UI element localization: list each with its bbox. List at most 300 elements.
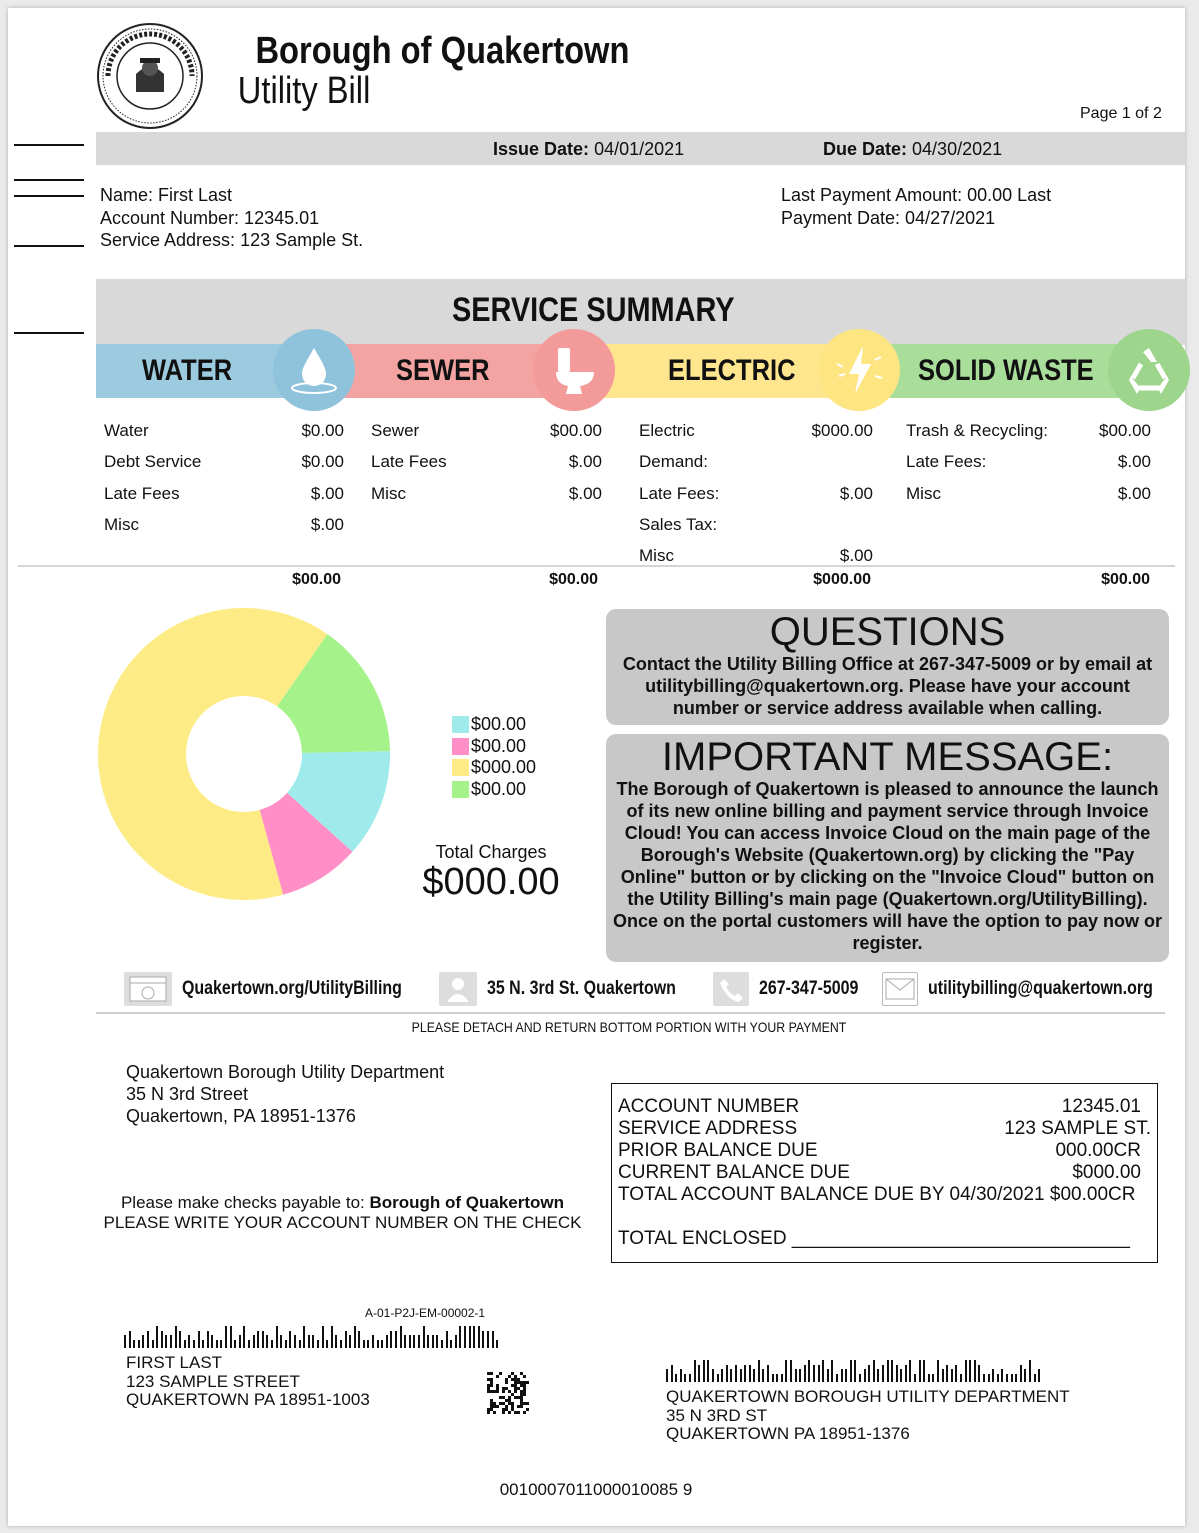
barcode-bar [271, 1340, 273, 1348]
qr-module [502, 1390, 505, 1393]
barcode-bar [909, 1360, 911, 1382]
qr-module [520, 1399, 523, 1402]
barcode-bar [165, 1335, 167, 1348]
barcode-bar [487, 1331, 489, 1348]
barcode-bar [859, 1374, 861, 1382]
qr-module [523, 1411, 526, 1414]
barcode-bar [248, 1340, 250, 1348]
stub-account-number: 12345.01 [1061, 1096, 1141, 1117]
barcode-bar [257, 1331, 259, 1348]
barcode-bar [211, 1335, 213, 1348]
qr-module [487, 1408, 490, 1411]
barcode-bar [303, 1326, 305, 1348]
line-item-value: $.00 [1117, 452, 1151, 471]
line-item-value: $00.00 [550, 421, 602, 440]
barcode-bar [198, 1331, 200, 1348]
phone-number[interactable]: 267-347-5009 [759, 978, 859, 999]
qr-module [499, 1372, 502, 1375]
barcode-bar [418, 1335, 420, 1348]
qr-module [508, 1390, 511, 1393]
barcode-bar [795, 1369, 797, 1382]
barcode-bar [294, 1335, 296, 1348]
legend-item: $00.00 [452, 714, 526, 735]
qr-module [508, 1402, 511, 1405]
qr-module [508, 1396, 511, 1399]
stub-service-address: 123 SAMPLE ST. [1004, 1118, 1151, 1139]
barcode-bar [363, 1340, 365, 1348]
barcode-bar [721, 1369, 723, 1382]
legend-swatch [452, 738, 469, 755]
stub-total-due: TOTAL ACCOUNT BALANCE DUE BY 04/30/2021 $00.00CR [618, 1184, 1136, 1205]
barcode-bar [831, 1360, 833, 1382]
qr-module [490, 1381, 493, 1384]
barcode-bar [280, 1335, 282, 1348]
qr-module [505, 1408, 508, 1411]
line-item-label: Sales Tax: [639, 515, 718, 534]
qr-module [505, 1381, 508, 1384]
qr-module [496, 1384, 499, 1387]
line-item-label: Late Fees [371, 452, 447, 471]
barcode-bar [818, 1365, 820, 1382]
customer-info [100, 184, 363, 252]
line-item-label: Misc [104, 515, 139, 534]
barcode-bar [147, 1331, 149, 1348]
qr-module [520, 1390, 523, 1393]
barcode-bar [992, 1369, 994, 1382]
barcode-bar [492, 1331, 494, 1348]
barcode-bar [390, 1331, 392, 1348]
qr-module [487, 1411, 490, 1414]
barcode-bar [854, 1360, 856, 1382]
qr-module [511, 1393, 514, 1396]
barcode-bar [675, 1374, 677, 1382]
barcode-bar [804, 1365, 806, 1382]
barcode-bar [767, 1365, 769, 1382]
qr-module [490, 1390, 493, 1393]
barcode-bar [864, 1369, 866, 1382]
line-item-label: Electric [639, 421, 695, 440]
barcode-bar [799, 1369, 801, 1382]
contact-phone[interactable] [713, 972, 877, 1006]
qr-module [493, 1402, 496, 1405]
qr-module [517, 1396, 520, 1399]
barcode-bar [836, 1374, 838, 1382]
qr-module [502, 1402, 505, 1405]
barcode-bar [404, 1335, 406, 1348]
barcode-bar [1015, 1374, 1017, 1382]
barcode-bar [152, 1340, 154, 1348]
qr-module [508, 1399, 511, 1402]
barcode-bar [1006, 1374, 1008, 1382]
barcode-bar [469, 1326, 471, 1348]
questions-box [606, 609, 1169, 725]
barcode-bar [712, 1369, 714, 1382]
barcode-bar [671, 1365, 673, 1382]
margin-tick [14, 332, 84, 334]
detach-note: PLEASE DETACH AND RETURN BOTTOM PORTION WITH YOUR PAYMENT [411, 1019, 847, 1035]
barcode-bar [459, 1326, 461, 1348]
qr-module [493, 1411, 496, 1414]
barcode-bar [473, 1326, 475, 1348]
total-charges-label: Total Charges [435, 842, 547, 862]
barcode-bar [877, 1369, 879, 1382]
margin-tick [14, 179, 84, 181]
barcode-bar [299, 1340, 301, 1348]
barcode-bar [698, 1365, 700, 1382]
barcode-bar [326, 1340, 328, 1348]
qr-module [526, 1381, 529, 1384]
barcode-bar [427, 1335, 429, 1348]
barcode-bar [905, 1365, 907, 1382]
barcode-bar [179, 1331, 181, 1348]
barcode-bar [960, 1374, 962, 1382]
barcode-bar [887, 1360, 889, 1382]
barcode-bar [413, 1335, 415, 1348]
line-item-label: Late Fees: [639, 484, 720, 503]
borough-seal-logo [96, 22, 204, 130]
barcode-bar [358, 1331, 360, 1348]
phone-icon [713, 972, 749, 1006]
barcode-bar [436, 1335, 438, 1348]
barcode-bar [790, 1360, 792, 1382]
mail-sort-code: A-01-P2J-EM-00002-1 [365, 1306, 486, 1320]
barcode-bar [978, 1365, 980, 1382]
qr-module [505, 1387, 508, 1390]
barcode-bar [1001, 1369, 1003, 1382]
barcode-bar [932, 1374, 934, 1382]
email-link[interactable]: utilitybilling@quakertown.org [928, 978, 1153, 999]
org-title: Borough of Quakertown [255, 30, 630, 72]
line-item-value: $0.00 [301, 421, 344, 440]
line-item-label: Sewer [371, 421, 420, 440]
issue-date: Issue Date: 04/01/2021 [493, 139, 685, 159]
contact-website[interactable] [124, 972, 444, 1006]
barcode-bar [703, 1360, 705, 1382]
line-item-value: $.00 [310, 515, 344, 534]
barcode-bar [1038, 1369, 1040, 1382]
barcode-bar [372, 1335, 374, 1348]
qr-module [505, 1399, 508, 1402]
barcode-bar [896, 1365, 898, 1382]
barcode-bar [322, 1326, 324, 1348]
barcode-bar [822, 1360, 824, 1382]
important-message-title: IMPORTANT MESSAGE: [661, 735, 1114, 779]
barcode-bar [776, 1374, 778, 1382]
water-drop-icon [273, 329, 355, 411]
barcode-bar [308, 1335, 310, 1348]
qr-module [502, 1387, 505, 1390]
qr-module [508, 1411, 511, 1414]
qr-module [526, 1402, 529, 1405]
barcode-bar [923, 1360, 925, 1382]
date-bar [96, 132, 1185, 165]
qr-module [493, 1390, 496, 1393]
barcode-bar [193, 1340, 195, 1348]
return-postal-barcode [666, 1360, 1043, 1382]
water-label: WATER [142, 354, 233, 387]
line-item-value: $.00 [568, 452, 602, 471]
barcode-bar [749, 1365, 751, 1382]
qr-module [487, 1384, 490, 1387]
barcode-bar [1034, 1374, 1036, 1382]
barcode-bar [335, 1335, 337, 1348]
barcode-bar [441, 1340, 443, 1348]
barcode-bar [680, 1369, 682, 1382]
qr-module [490, 1402, 493, 1405]
barcode-bar [276, 1326, 278, 1348]
legend-swatch [452, 716, 469, 733]
qr-module [517, 1381, 520, 1384]
line-item-label: Misc [371, 484, 406, 503]
qr-module [511, 1402, 514, 1405]
barcode-bar [781, 1374, 783, 1382]
barcode-bar [730, 1369, 732, 1382]
legend-item: $00.00 [452, 736, 526, 757]
questions-title: QUESTIONS [769, 610, 1006, 654]
barcode-bar [464, 1326, 466, 1348]
legend-item: $000.00 [452, 757, 536, 778]
barcode-bar [175, 1326, 177, 1348]
barcode-bar [758, 1360, 760, 1382]
last-payment-amount: Last Payment Amount: 00.00 Last [781, 185, 1052, 205]
qr-module [511, 1384, 514, 1387]
remit-address: Quakertown Borough Utility Department 35 N 3rd Street Quakertown, PA 18951-1376 [126, 1062, 445, 1126]
website-link[interactable]: Quakertown.org/UtilityBilling [182, 978, 402, 999]
barcode-bar [170, 1335, 172, 1348]
qr-module [505, 1378, 508, 1381]
barcode-bar [762, 1369, 764, 1382]
barcode-bar [735, 1365, 737, 1382]
line-item-label: Demand: [639, 452, 708, 471]
qr-module [514, 1411, 517, 1414]
barcode-bar [377, 1340, 379, 1348]
qr-module [508, 1375, 511, 1378]
water-total: $00.00 [292, 571, 341, 588]
legend-item: $00.00 [452, 779, 526, 800]
important-message-box [606, 734, 1169, 962]
barcode-bar [997, 1374, 999, 1382]
barcode-bar [216, 1340, 218, 1348]
barcode-bar [707, 1360, 709, 1382]
barcode-bar [234, 1340, 236, 1348]
recycle-icon [1108, 329, 1190, 411]
barcode-bar [349, 1335, 351, 1348]
contact-address [439, 972, 712, 1006]
payment-stub-box: ACCOUNT NUMBER 12345.01 SERVICE ADDRESS 123 SAMPLE ST. PRIOR BALANCE DUE 000.00CR CURRENT BALANCE DUE $000.00 TOTAL ACCOUNT BALANCE DUE BY 04/30/2021 $00.00CR TOTAL ENCLOSED ________________________________ [611, 1083, 1158, 1263]
barcode-bar [124, 1335, 126, 1348]
line-item-value: $.00 [310, 484, 344, 503]
barcode-bar [478, 1326, 480, 1348]
barcode-bar [868, 1365, 870, 1382]
barcode-bar [386, 1335, 388, 1348]
qr-module [514, 1387, 517, 1390]
barcode-bar [395, 1331, 397, 1348]
line-item-value: $.00 [839, 484, 873, 503]
barcode-bar [156, 1326, 158, 1348]
qr-module [496, 1375, 499, 1378]
qr-code-icon [487, 1372, 529, 1414]
barcode-bar [317, 1340, 319, 1348]
last-payment-info [781, 184, 1051, 229]
summary-divider [18, 565, 1175, 567]
barcode-bar [289, 1331, 291, 1348]
qr-module [526, 1408, 529, 1411]
barcode-bar [955, 1365, 957, 1382]
barcode-bar [266, 1335, 268, 1348]
barcode-bar [974, 1360, 976, 1382]
barcode-bar [446, 1331, 448, 1348]
barcode-bar [753, 1369, 755, 1382]
water-category-band [96, 344, 296, 398]
qr-module [523, 1387, 526, 1390]
barcode-bar [220, 1340, 222, 1348]
qr-module [502, 1396, 505, 1399]
qr-module [499, 1402, 502, 1405]
barcode-bar [340, 1340, 342, 1348]
due-date: Due Date: 04/30/2021 [823, 139, 1003, 159]
margin-tick [14, 144, 84, 146]
line-item-label: Debt Service [104, 452, 202, 471]
line-item-value: $0.00 [301, 452, 344, 471]
barcode-bar [785, 1360, 787, 1382]
qr-module [511, 1408, 514, 1411]
qr-module [490, 1372, 493, 1375]
qr-module [514, 1396, 517, 1399]
qr-module [523, 1402, 526, 1405]
utility-bill-page [8, 8, 1185, 1526]
recipient-address: FIRST LAST 123 SAMPLE STREET QUAKERTOWN PA 18951-1003 [126, 1353, 370, 1409]
qr-module [523, 1384, 526, 1387]
person-icon [439, 972, 477, 1006]
barcode-bar [285, 1340, 287, 1348]
barcode-bar [331, 1326, 333, 1348]
electric-total: $000.00 [813, 571, 871, 588]
electric-label: ELECTRIC [668, 354, 796, 387]
office-address: 35 N. 3rd St. Quakertown [487, 978, 676, 999]
questions-body: Contact the Utility Billing Office at 267-347-5009 or by email at utilitybilling@quakertown.org. Please have your account number or service address available when calling. [622, 654, 1153, 718]
barcode-bar [133, 1340, 135, 1348]
qr-module [496, 1387, 499, 1390]
barcode-bar [1024, 1369, 1026, 1382]
line-item-value: $.00 [568, 484, 602, 503]
barcode-bar [207, 1331, 209, 1348]
barcode-bar [891, 1360, 893, 1382]
barcode-bar [914, 1374, 916, 1382]
barcode-bar [482, 1331, 484, 1348]
charges-donut-chart [96, 606, 392, 902]
stub-prior-balance: 000.00CR [1055, 1140, 1141, 1161]
barcode-bar [928, 1374, 930, 1382]
barcode-bar [455, 1335, 457, 1348]
barcode-bar [813, 1365, 815, 1382]
qr-module [517, 1378, 520, 1381]
barcode-bar [432, 1335, 434, 1348]
ocr-scanline: 0010007011000010085 9 [499, 1480, 693, 1499]
line-item-label: Misc [906, 484, 941, 503]
barcode-bar [808, 1360, 810, 1382]
qr-module [490, 1405, 493, 1408]
qr-module [517, 1405, 520, 1408]
stub-current-balance: $000.00 [1072, 1162, 1141, 1183]
line-item-label: Late Fees: [906, 452, 987, 471]
barcode-bar [684, 1374, 686, 1382]
return-address: QUAKERTOWN BOROUGH UTILITY DEPARTMENT 35 N 3RD ST QUAKERTOWN PA 18951-1376 [666, 1387, 1070, 1443]
qr-module [496, 1405, 499, 1408]
service-address: Service Address: 123 Sample St. [100, 230, 364, 250]
barcode-bar [188, 1335, 190, 1348]
barcode-bar [827, 1369, 829, 1382]
barcode-bar [937, 1360, 939, 1382]
qr-module [487, 1387, 490, 1390]
browser-globe-icon [124, 972, 172, 1006]
barcode-bar [367, 1340, 369, 1348]
barcode-bar [882, 1365, 884, 1382]
margin-tick [14, 245, 84, 247]
qr-module [499, 1396, 502, 1399]
lightning-bolt-icon [818, 329, 900, 411]
customer-name: Name: First Last [100, 185, 233, 205]
qr-module [520, 1372, 523, 1375]
qr-module [514, 1390, 517, 1393]
qr-module [490, 1399, 493, 1402]
qr-module [511, 1372, 514, 1375]
qr-module [490, 1408, 493, 1411]
barcode-bar [239, 1335, 241, 1348]
qr-module [490, 1378, 493, 1381]
qr-module [511, 1378, 514, 1381]
detach-line [96, 1012, 1165, 1014]
contact-email[interactable] [882, 972, 1196, 1006]
important-message-body: The Borough of Quakertown is pleased to announce the launch of its new online billing and payment service through Invoice Cloud! You can access Invoice Cloud on the main page of the Borough's Website (Quakertown.org) by clicking the "Pay Online" button or by clicking on the "Invoice Cloud" button on the Utility Billing's main page (Quakertown.org/UtilityBilling). Once on the portal customers will have the option to pay now or register. [612, 779, 1163, 953]
barcode-bar [873, 1360, 875, 1382]
line-item-label: Misc [639, 546, 674, 565]
line-item-value: $.00 [839, 546, 873, 565]
barcode-bar [946, 1365, 948, 1382]
sewer-label: SEWER [396, 354, 490, 387]
qr-module [520, 1396, 523, 1399]
total-enclosed-field[interactable]: TOTAL ENCLOSED ________________________________ [618, 1228, 1130, 1249]
qr-module [496, 1390, 499, 1393]
qr-module [505, 1405, 508, 1408]
qr-module [517, 1387, 520, 1390]
qr-module [520, 1405, 523, 1408]
qr-module [514, 1378, 517, 1381]
barcode-bar [400, 1326, 402, 1348]
postal-barcode [124, 1326, 501, 1348]
barcode-bar [161, 1331, 163, 1348]
barcode-bar [138, 1340, 140, 1348]
barcode-bar [951, 1369, 953, 1382]
barcode-bar [988, 1374, 990, 1382]
barcode-bar [726, 1365, 728, 1382]
barcode-bar [496, 1340, 498, 1348]
sewer-total: $00.00 [549, 571, 598, 588]
barcode-bar [253, 1335, 255, 1348]
legend-swatch [452, 759, 469, 776]
barcode-bar [850, 1360, 852, 1382]
solid-waste-label: SOLID WASTE [918, 354, 1094, 387]
line-item-value: $.00 [1117, 484, 1151, 503]
qr-module [520, 1384, 523, 1387]
service-summary-title: SERVICE SUMMARY [451, 291, 735, 329]
barcode-bar [409, 1335, 411, 1348]
solid-waste-total: $00.00 [1101, 571, 1150, 588]
barcode-bar [694, 1360, 696, 1382]
qr-module [517, 1411, 520, 1414]
qr-module [520, 1402, 523, 1405]
toilet-icon [533, 329, 615, 411]
barcode-bar [666, 1369, 668, 1382]
